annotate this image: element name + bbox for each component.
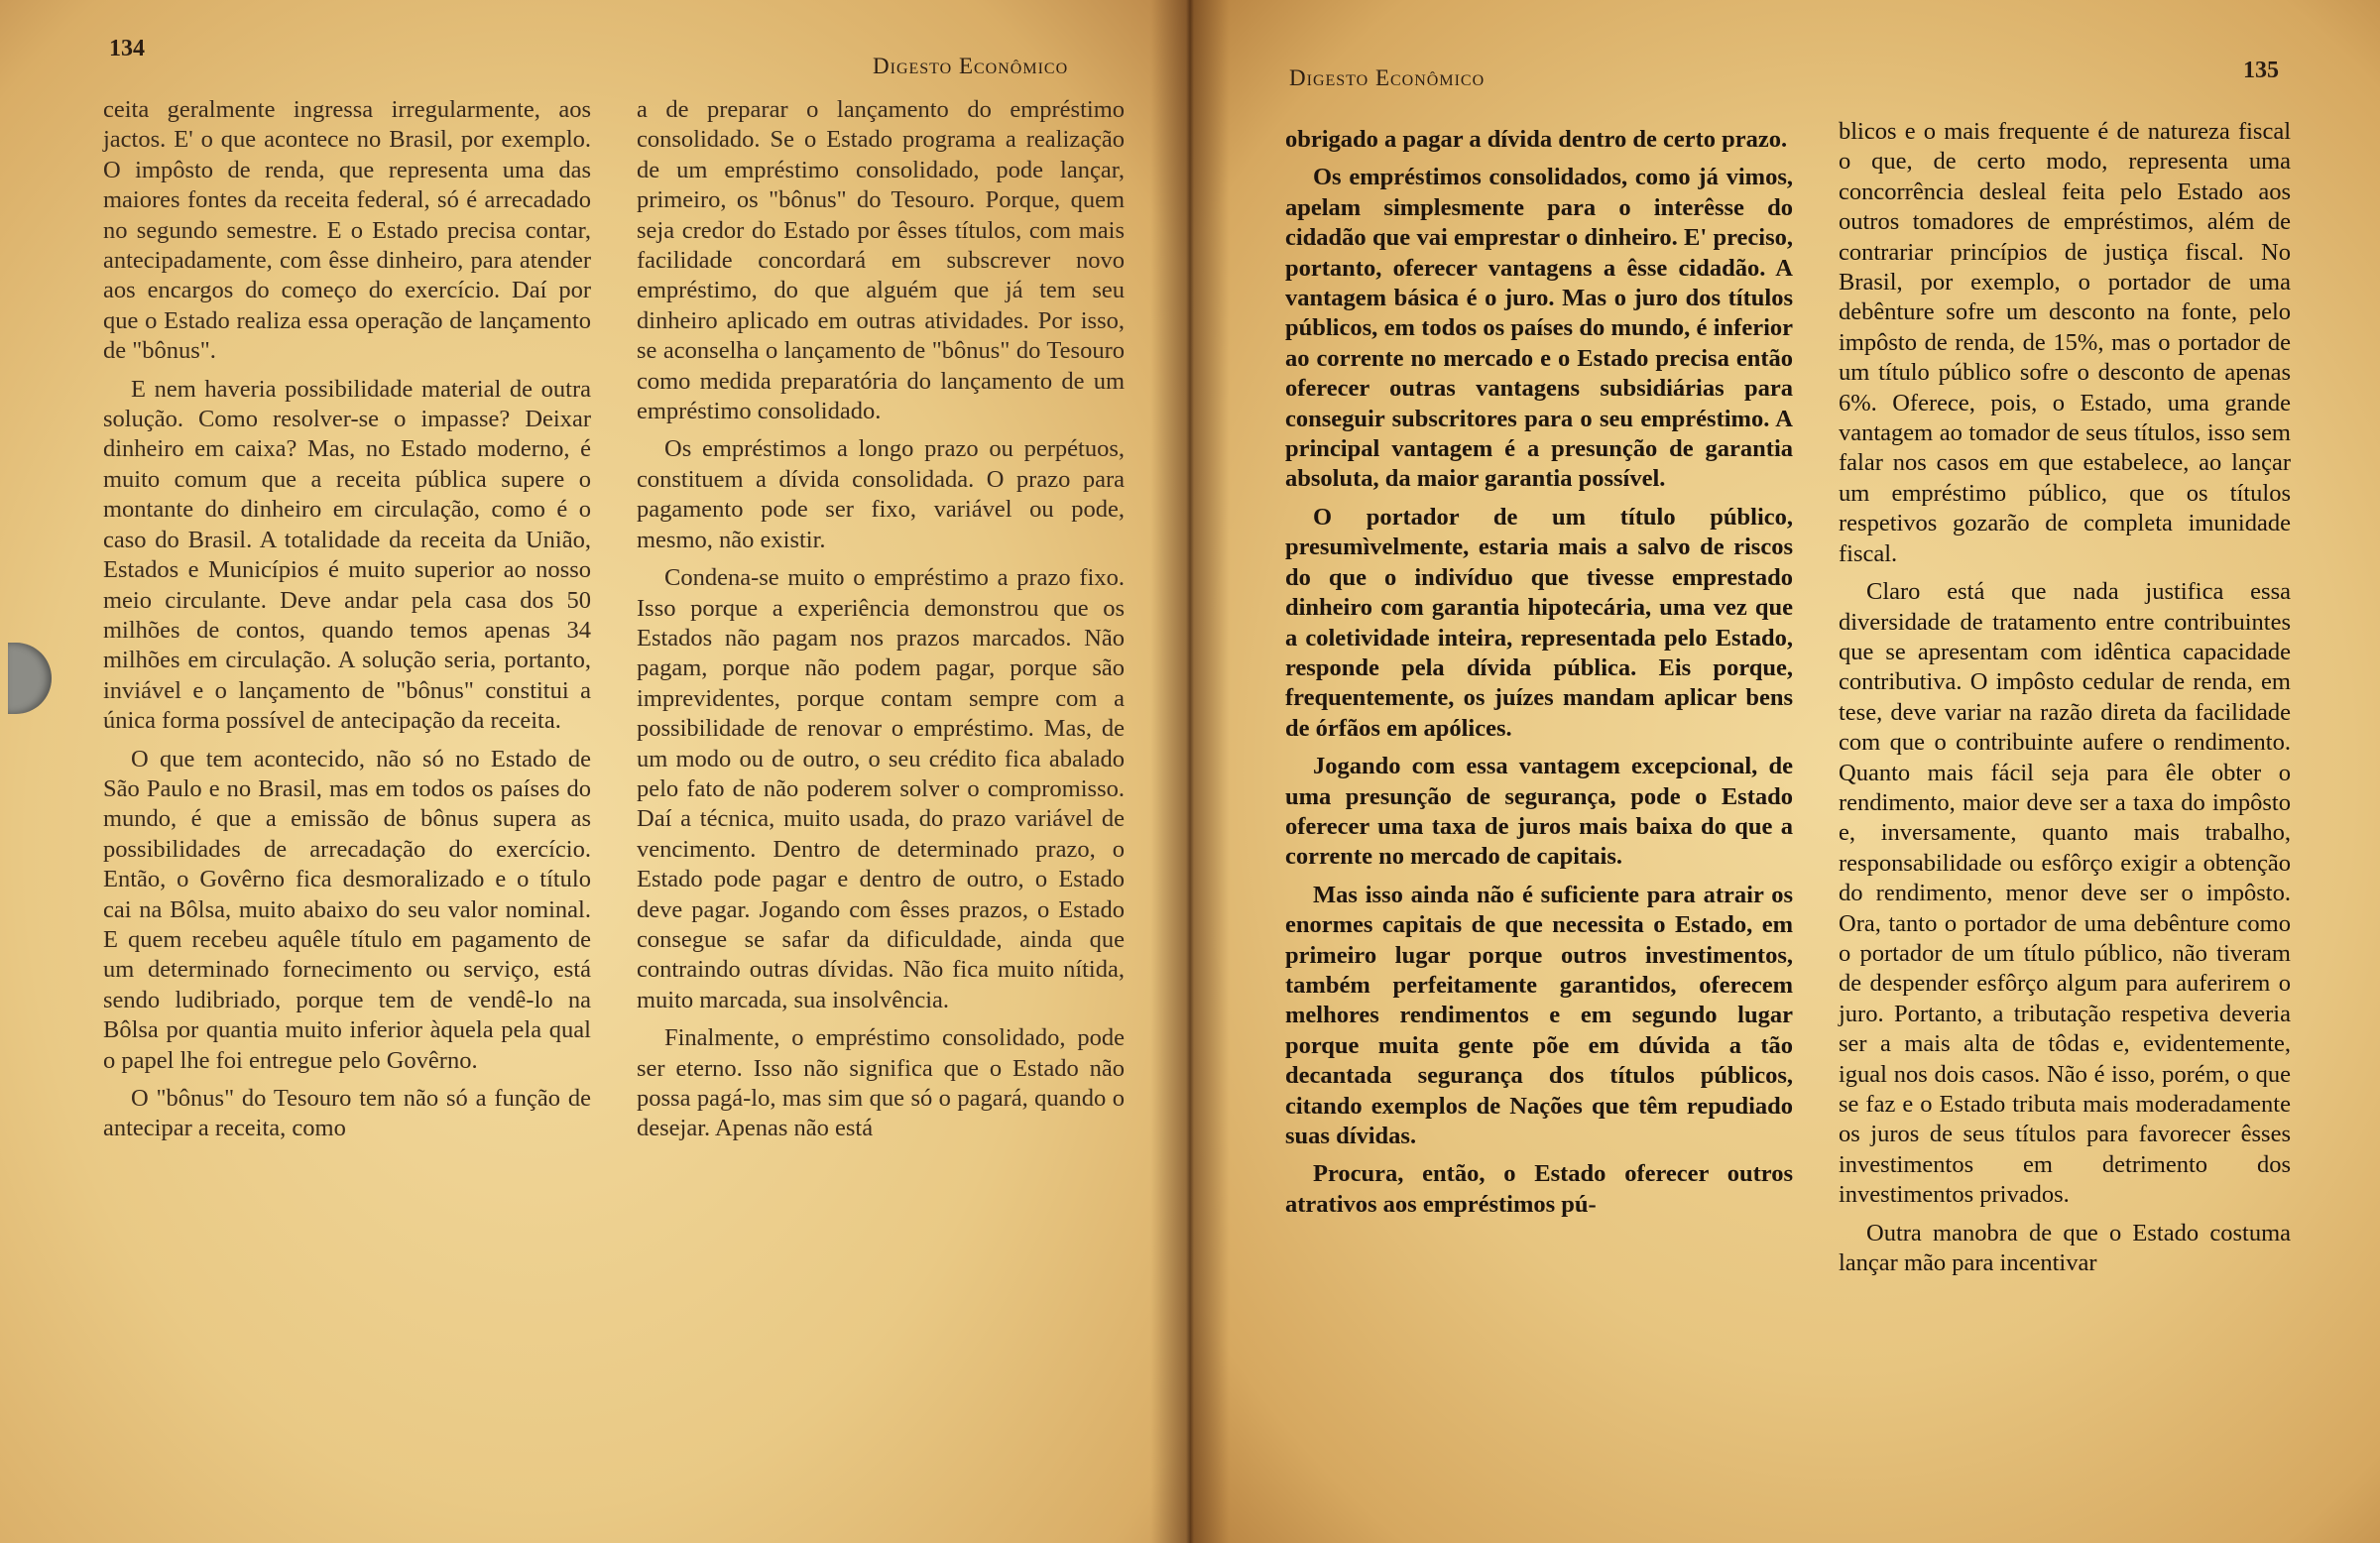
page-punch-hole [8,643,52,714]
right-page [1190,0,2380,1543]
paragraph: Procura, então, o Estado oferecer outros atrativos aos empréstimos pú- [1285,1160,1793,1218]
text-column-1 [1285,125,1793,1228]
paragraph: O portador de um título público, presumìvelmente, estaria mais a salvo de riscos do que o indivíduo que tivesse emprestado dinheiro com garantia hipotecária, uma vez que a coletividade inteira, representada pelo Estado, responde pela dívida pública. Eis porque, frequentemente, os juízes mandam aplicar bens de órfãos em apólices. [1285,503,1793,742]
paragraph: Outra manobra de que o Estado costuma lançar mão para incentivar [1839,1219,2291,1277]
paragraph: E nem haveria possibilidade material de outra solução. Como resolver-se o impasse? Deixar dinheiro em caixa? Mas, no Estado moderno, é muito comum que a receita pública supere o montante do dinheiro em circulação, como é o caso do Brasil. A totalidade da receita da União, Estados e Municípios é muito superior ao nosso meio circulante. Deve andar pela casa dos 50 milhões de contos, quando temos apenas 34 milhões em circulação. A solução seria, portanto, inviável e o lançamento de "bônus" constitui a única forma possível de antecipação da receita. [103,375,591,735]
paragraph: a de preparar o lançamento do empréstimo consolidado. Se o Estado programa a realização de um empréstimo consolidado, pode lançar, primeiro, os "bônus" do Tesouro. Porque, quem seja credor do Estado por êsses títulos, com mais facilidade concordará em subscrever novo empréstimo, do que alguém que já tem seu dinheiro aplicado em outras atividades. Por isso, se aconselha o lançamento de "bônus" do Tesouro como medida preparatória do lançamento de um empréstimo consolidado. [637,96,1125,425]
paragraph: obrigado a pagar a dívida dentro de certo prazo. [1285,126,1788,153]
paragraph: Os empréstimos consolidados, como já vimos, apelam simplesmente para o interêsse do cidadão que vai emprestar o dinheiro. E' preciso, portanto, oferecer vantagens a êsse cidadão. A vantagem básica é o juro. Mas o juro dos títulos públicos, em todos os países do mundo, é inferior ao corrente no mercado e o Estado precisa então oferecer outras vantagens subsidiárias para conseguir subscritores para o seu empréstimo. A principal vantagem é a presunção de garantia absoluta, da maior garantia possível. [1285,164,1793,493]
text-column-1 [103,95,591,1152]
paragraph: Condena-se muito o empréstimo a prazo fixo. Isso porque a experiência demonstrou que os Estados não pagam nos prazos marcados. Não pagam, porque não podem pagar, porque são imprevidentes, porque contam sempre com a possibilidade de renovar o empréstimo. Mas, de um modo ou de outro, o seu crédito fica abalado pelo fato de não poderem solver o compromisso. Daí a técnica, muito usada, do prazo variável de vencimento. Dentro de determinado prazo, o Estado pode pagar e dentro de outro, o Estado deve pagar. Jogando com êsses prazos, o Estado consegue se safar da dificuldade, ainda que contraindo outras dívidas. Não fica muito nítida, muito marcada, sua insolvência. [637,564,1125,1013]
running-head: Digesto Econômico [873,54,1069,78]
paragraph: O que tem acontecido, não só no Estado de São Paulo e no Brasil, mas em todos os países do mundo, é que a emissão de bônus supera as possibilidades de arrecadação do exercício. Então, o Govêrno fica desmoralizado e o título cai na Bôlsa, muito abaixo do seu valor nominal. E quem recebeu aquêle título em pagamento de um determinado fornecimento ou serviço, está sendo ludibriado, porque tem de vendê-lo na Bôlsa por quantia muito inferior àquela pela qual o papel lhe foi entregue pelo Govêrno. [103,745,591,1074]
paragraph: blicos e o mais frequente é de natureza fiscal o que, de certo modo, representa uma concorrência desleal feita pelo Estado aos outros tomadores de empréstimos, além de contrariar princípios de justiça fiscal. No Brasil, por exemplo, o portador de uma debênture sofre um desconto na fonte, pelo impôsto de renda, de 15%, mas o portador de um título público sofre o desconto de apenas 6%. Oferece, pois, o Estado, uma grande vantagem ao tomador de seus títulos, isso sem falar nos casos em que estabelece, ao lançar um empréstimo público, que os títulos respetivos gozarão de completa imunidade fiscal. [1839,118,2291,567]
running-head: Digesto Econômico [1289,65,1486,90]
paragraph: Claro está que nada justifica essa diversidade de tratamento entre contribuintes que se apresentam com idêntica capacidade contributiva. O impôsto cedular de renda, em tese, deve variar na razão direta da facilidade com que o contribuinte aufere o rendimento. Quanto mais fácil seja para êle obter o rendimento, maior deve ser a taxa do impôsto e, inversamente, quanto mais trabalho, responsabilidade ou esfôrço exigir a obtenção do rendimento, menor deve ser o impôsto. Ora, tanto o portador de uma debênture como o portador de um título público, não tiveram de despender esfôrço algum para auferirem o juro. Portanto, a tributação respetiva deveria ser a mais alta de tôdas e, evidentemente, igual nos dois casos. Não é isso, porém, o que se faz e o Estado tributa mais moderadamente os juros de seus títulos para favorecer êsses investimentos em detrimento dos investimentos privados. [1839,578,2291,1209]
paragraph: O "bônus" do Tesouro tem não só a função de antecipar a receita, como [103,1085,591,1142]
page-number: 134 [109,36,145,61]
page-number: 135 [2243,58,2279,83]
paragraph: Jogando com essa vantagem excepcional, de uma presunção de segurança, pode o Estado oferecer uma taxa de juros mais baixa do que a corrente no mercado de capitais. [1285,753,1793,871]
paragraph: Finalmente, o empréstimo consolidado, pode ser eterno. Isso não significa que o Estado não possa pagá-lo, mas sim que só o pagará, quando o desejar. Apenas não está [637,1024,1125,1142]
text-column-2 [637,95,1125,1152]
paragraph: ceita geralmente ingressa irregularmente, aos jactos. E' o que acontece no Brasil, por exemplo. O impôsto de renda, que representa uma das maiores fontes da receita federal, só é arrecadado no segundo semestre. E o Estado precisa contar, antecipadamente, com êsse dinheiro, para atender aos encargos do começo do exercício. Daí por que o Estado realiza essa operação de lançamento de "bônus". [103,96,591,365]
paragraph: Mas isso ainda não é suficiente para atrair os enormes capitais de que necessita o Estado, em primeiro lugar porque outros investimentos, também perfeitamente garantidos, oferecem melhores rendimentos e em segundo lugar porque muita gente põe em dúvida a tão decantada segurança dos títulos públicos, citando exemplos de Nações que têm repudiado suas dívidas. [1285,881,1793,1149]
paragraph: Os empréstimos a longo prazo ou perpétuos, constituem a dívida consolidada. O prazo para pagamento pode ser fixo, variável ou pode, mesmo, não existir. [637,435,1125,553]
text-column-2 [1839,117,2291,1286]
